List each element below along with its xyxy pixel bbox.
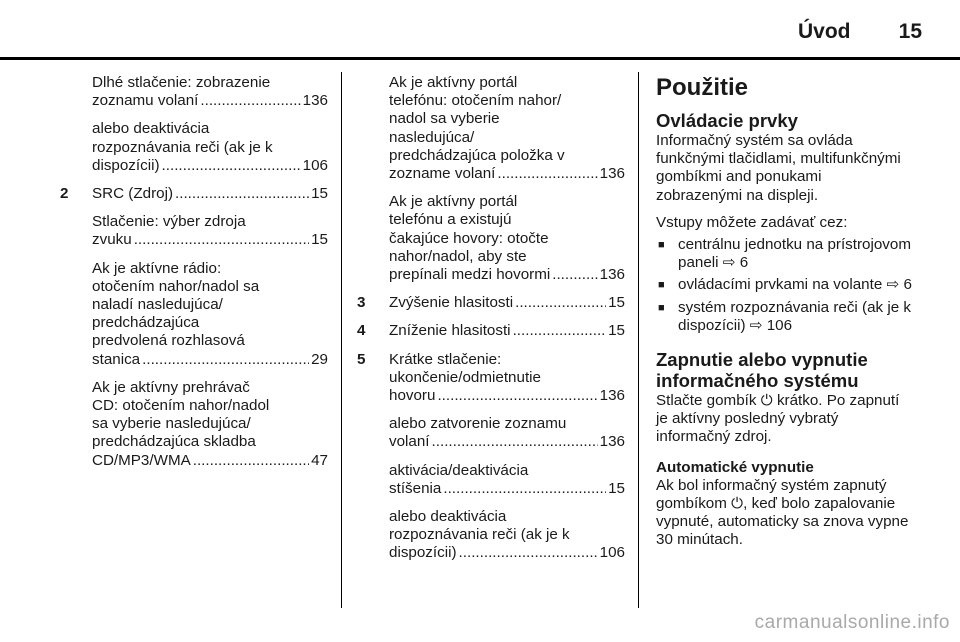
entry-text-line: Ak je aktívny portál <box>389 193 518 211</box>
page-ref: 15 <box>311 231 328 249</box>
page-number: 15 <box>898 20 922 43</box>
power-knob-icon: ⏻ <box>731 494 744 512</box>
page-ref: 15 <box>608 294 625 312</box>
item-number: 4 <box>357 322 366 340</box>
dot-leader <box>437 387 597 405</box>
dot-leader <box>497 165 597 183</box>
power-text: Stlačte gombík ⏻ krátko. Po zapnutí je aktívny posledný vybratý informačný zdroj. <box>656 392 900 446</box>
page-ref: 6 <box>739 254 749 272</box>
power-knob-icon: ⏻ <box>760 392 773 410</box>
entry-text-line: CD: otočením nahor/nadol <box>92 397 270 415</box>
entry-text-line: aktivácia/deaktivácia <box>389 461 529 479</box>
dot-leader <box>552 266 597 284</box>
page-ref-arrow-icon: ⇨ <box>886 276 900 294</box>
dot-leader <box>200 92 300 110</box>
item-number: 2 <box>60 185 69 203</box>
section-heading: Použitie <box>656 74 749 101</box>
item-number <box>60 260 92 369</box>
entry-text-line: predvolená rozhlasová <box>92 332 245 350</box>
entry-text-line: Ak je aktívny portál <box>389 74 518 91</box>
page-ref: 106 <box>302 156 328 174</box>
index-entry <box>357 462 625 498</box>
square-bullet-icon: ■ <box>658 279 665 292</box>
index-entry <box>60 260 328 369</box>
dot-leader <box>459 544 598 562</box>
index-entry <box>60 74 328 110</box>
index-entry <box>60 185 328 203</box>
entry-text-line: stanica <box>92 350 141 368</box>
item-number <box>60 213 92 249</box>
bullet-item: ■ centrálnu jednotku na prístrojovom paneli ⇨ 6 <box>658 236 912 272</box>
entry-text-line: zozname volaní <box>389 165 496 183</box>
auto-off-text: Ak bol informačný systém zapnutý gombíkom ⏻, keď bolo zapalovanie vypnuté, automaticky sa znova vypne 30 minútach. <box>656 476 909 549</box>
bullet-item: ■ ovládacími prvkami na volante ⇨ 6 <box>658 276 912 294</box>
column-2 <box>357 74 625 573</box>
item-number <box>357 462 389 498</box>
entry-text-line: rozpoznávania reči (ak je k <box>389 526 570 544</box>
item-number <box>357 74 389 183</box>
entry-text-line: zoznamu volaní <box>92 92 199 110</box>
entry-text-line: zvuku <box>92 231 132 249</box>
item-number <box>357 415 389 451</box>
entry-text-line: otočením nahor/nadol sa <box>92 277 260 295</box>
page-ref: 106 <box>766 316 793 334</box>
page-ref: 47 <box>311 451 328 469</box>
header-rule <box>0 57 960 60</box>
entry-text-line: telefónu: otočením nahor/ <box>389 92 562 110</box>
entry-text-line: čakajúce hovory: otočte <box>389 229 549 247</box>
page-ref: 6 <box>903 276 912 294</box>
entry-text-line: Zvýšenie hlasitosti <box>389 294 514 312</box>
page-ref: 29 <box>311 350 328 368</box>
entry-text-line: ukončenie/odmietnutie <box>389 368 541 386</box>
item-number: 5 <box>357 350 366 368</box>
dot-leader <box>193 452 309 470</box>
entry-text-line: alebo deaktivácia <box>389 508 507 526</box>
entry-text-line: dispozícii) <box>92 156 160 174</box>
dot-leader <box>515 294 606 312</box>
index-entry <box>60 379 328 470</box>
entry-text-line: Dlhé stlačenie: zobrazenie <box>92 74 271 91</box>
section-title: Úvod <box>798 20 851 43</box>
entry-text-line: alebo deaktivácia <box>92 120 210 138</box>
column-3 <box>656 74 924 558</box>
entry-text-line: rozpoznávania reči (ak je k <box>92 138 273 156</box>
entry-text-line: Ak je aktívne rádio: <box>92 259 222 277</box>
page-ref-arrow-icon: ⇨ <box>749 316 763 334</box>
entry-text-line: naladí nasledujúca/ <box>92 296 223 314</box>
item-number: 3 <box>357 294 366 312</box>
index-entry <box>357 322 625 340</box>
entry-text-line: SRC (Zdroj) <box>92 185 174 203</box>
page-ref: 136 <box>599 165 625 183</box>
entry-text-line: Stlačenie: výber zdroja <box>92 213 246 231</box>
entry-text-line: alebo zatvorenie zoznamu <box>389 415 567 433</box>
page-ref-arrow-icon: ⇨ <box>722 254 736 272</box>
page-ref: 136 <box>599 433 625 451</box>
item-number <box>357 508 389 563</box>
controls-text: Informačný systém sa ovláda funkčnými tlačidlami, multifunkčnými gombíkmi and ponukami zobrazenými na displeji. <box>656 132 901 204</box>
index-entry <box>60 120 328 175</box>
entry-text-line: hovoru <box>389 387 436 405</box>
column-divider-1 <box>341 72 342 608</box>
index-entry <box>357 74 625 183</box>
bullet-item: ■ systém rozpoznávania reči (ak je k dispozícii) ⇨ 106 <box>658 298 911 334</box>
entry-text-line: nahor/nadol, aby ste <box>389 247 527 265</box>
inputs-intro: Vstupy môžete zadávať cez: <box>656 213 848 231</box>
entry-text-line: predchádzajúca skladba <box>92 433 256 451</box>
power-heading: Zapnutie alebo vypnutie informačného systému <box>656 349 868 392</box>
index-entry <box>357 193 625 284</box>
page-ref: 15 <box>608 479 625 497</box>
entry-text-line: volaní <box>389 433 430 451</box>
watermark: carmanualsonline.info <box>754 612 950 633</box>
entry-text-line: nasledujúca/ <box>389 128 475 146</box>
square-bullet-icon: ■ <box>658 239 665 252</box>
entry-text-line: dispozícii) <box>389 544 457 562</box>
entry-text-line: prepínali medzi hovormi <box>389 266 551 284</box>
entry-text-line: sa vyberie nasledujúca/ <box>92 415 251 433</box>
item-number <box>357 193 389 284</box>
page-ref: 136 <box>599 387 625 405</box>
dot-leader <box>432 433 598 451</box>
item-number <box>60 379 92 470</box>
column-divider-2 <box>638 72 639 608</box>
square-bullet-icon: ■ <box>658 301 665 314</box>
page-header <box>0 0 960 58</box>
dot-leader <box>142 351 309 369</box>
dot-leader <box>134 231 309 249</box>
controls-heading: Ovládacie prvky <box>656 110 798 131</box>
entry-text-line: Krátke stlačenie: <box>389 350 502 368</box>
entry-text-line: predchádzajúca položka v <box>389 146 565 164</box>
index-entry <box>357 351 625 406</box>
entry-text-line: telefónu a existujú <box>389 211 512 229</box>
page-ref: 136 <box>599 266 625 284</box>
dot-leader <box>443 480 606 498</box>
item-number <box>60 74 92 110</box>
index-entry <box>357 415 625 451</box>
index-entry <box>357 294 625 312</box>
entry-text-line: nadol sa vyberie <box>389 110 500 128</box>
auto-off-heading: Automatické vypnutie <box>656 458 814 476</box>
page-ref: 106 <box>599 544 625 562</box>
dot-leader <box>175 185 309 203</box>
item-number <box>60 120 92 175</box>
entry-text-line: CD/MP3/WMA <box>92 451 191 469</box>
entry-text-line: Zníženie hlasitosti <box>389 322 511 340</box>
index-entry <box>60 213 328 249</box>
dot-leader <box>513 322 607 340</box>
column-1 <box>60 74 328 480</box>
dot-leader <box>162 157 301 175</box>
page-ref: 136 <box>302 92 328 110</box>
page-ref: 15 <box>311 185 328 203</box>
index-entry <box>357 508 625 563</box>
page-ref: 15 <box>608 322 625 340</box>
entry-text-line: predchádzajúca <box>92 314 200 332</box>
entry-text-line: Ak je aktívny prehrávač <box>92 378 250 396</box>
entry-text-line: stíšenia <box>389 479 442 497</box>
